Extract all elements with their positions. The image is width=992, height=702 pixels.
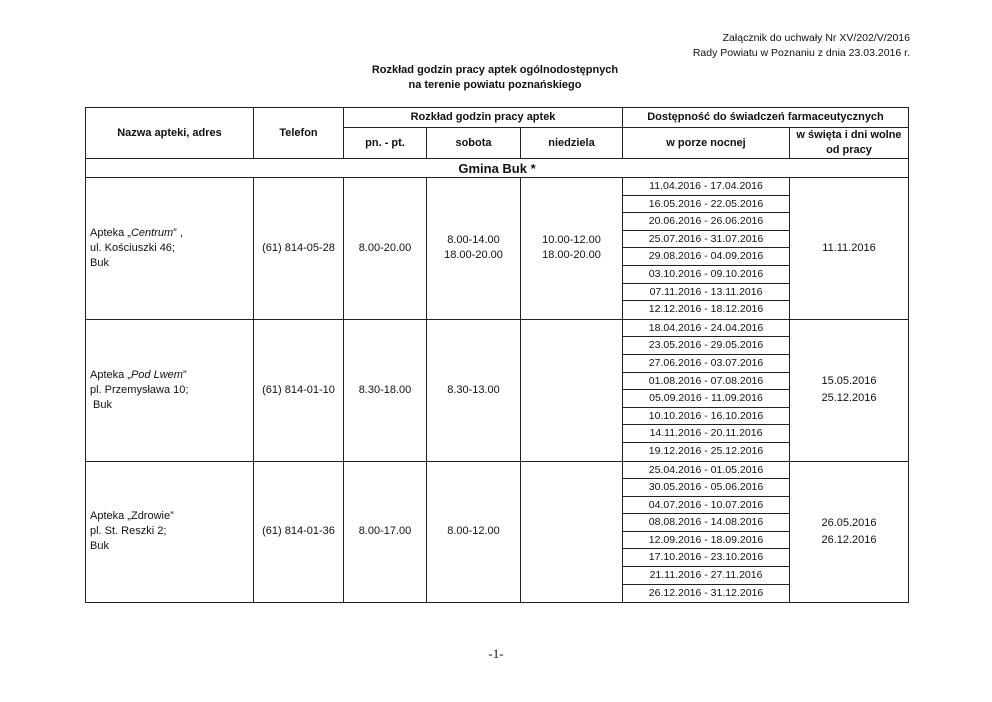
- gmina-heading: Gmina Buk *: [86, 159, 909, 178]
- night-duty-date: 20.06.2016 - 26.06.2016: [623, 213, 789, 231]
- night-duty-date: 30.05.2016 - 05.06.2016: [623, 479, 789, 497]
- schedule-table: [85, 107, 909, 603]
- night-duty-date: 14.11.2016 - 20.11.2016: [623, 425, 789, 443]
- table-row: [86, 178, 909, 320]
- night-duty-date: 01.08.2016 - 07.08.2016: [623, 373, 789, 391]
- pharmacy-name-suffix: ”: [170, 510, 174, 523]
- night-duty-date: 23.05.2016 - 29.05.2016: [623, 337, 789, 355]
- night-duty-cell: [623, 461, 790, 603]
- header-saturday: sobota: [427, 128, 521, 159]
- annex-note: [693, 31, 910, 60]
- night-duty-date: 12.09.2016 - 18.09.2016: [623, 532, 789, 550]
- phone-number: (61) 814-01-36: [262, 525, 335, 538]
- sunday-hours: 18.00-20.00: [542, 249, 601, 262]
- night-duty-date: 05.09.2016 - 11.09.2016: [623, 390, 789, 408]
- holiday-duty-date: 15.05.2016: [821, 375, 877, 388]
- weekday-hours-cell: [344, 461, 427, 603]
- header-phone: Telefon: [254, 108, 344, 159]
- pharmacy-name-cell: [86, 461, 254, 603]
- holiday-duty-cell: [790, 319, 909, 461]
- table-row: [86, 319, 909, 461]
- table-row: [86, 461, 909, 603]
- phone-cell: [254, 178, 344, 320]
- phone-cell: [254, 319, 344, 461]
- pharmacy-name-prefix: Apteka „: [90, 368, 131, 381]
- pharmacy-name-suffix: ” ,: [173, 226, 183, 239]
- night-duty-date: 12.12.2016 - 18.12.2016: [648, 303, 764, 316]
- night-duty-date: 25.07.2016 - 31.07.2016: [623, 231, 789, 249]
- holiday-duty-date: 26.12.2016: [821, 533, 877, 546]
- night-duty-date: 29.08.2016 - 04.09.2016: [623, 248, 789, 266]
- pharmacy-name-prefix: Apteka „: [90, 226, 131, 239]
- night-duty-date: 25.04.2016 - 01.05.2016: [623, 462, 789, 480]
- night-duty-date: 03.10.2016 - 09.10.2016: [623, 266, 789, 284]
- pharmacy-city: Buk: [90, 540, 109, 553]
- pharmacy-name-cell: [86, 178, 254, 320]
- weekday-hours: 8.00-17.00: [358, 525, 412, 538]
- holiday-duty-cell: [790, 461, 909, 603]
- pharmacy-name: [90, 368, 253, 383]
- title-line-1: Rozkład godzin pracy aptek ogólnodostępnych: [371, 64, 619, 76]
- holiday-duty-date: 26.05.2016: [821, 516, 877, 529]
- saturday-hours: 8.00-12.00: [447, 525, 500, 538]
- holiday-duty-date: 11.11.2016: [822, 241, 876, 254]
- pharmacy-city: Buk: [90, 398, 113, 411]
- sunday-hours-cell: [521, 178, 623, 320]
- night-duty-date: 26.12.2016 - 31.12.2016: [648, 586, 764, 599]
- header-hours-group: Rozkład godzin pracy aptek: [344, 108, 623, 128]
- header-holidays: w święta i dni wolne od pracy: [790, 128, 909, 159]
- saturday-hours: 8.30-13.00: [447, 383, 500, 396]
- weekday-hours-cell: [344, 319, 427, 461]
- night-duty-date: 27.06.2016 - 03.07.2016: [623, 355, 789, 373]
- header-sunday: niedziela: [521, 128, 623, 159]
- saturday-hours-cell: [427, 461, 521, 603]
- phone-number: (61) 814-01-10: [262, 383, 335, 396]
- pharmacy-street: pl. St. Reszki 2;: [90, 525, 167, 538]
- title-line-2: na terenie powiatu poznańskiego: [408, 79, 582, 91]
- document-title: [330, 63, 660, 93]
- weekday-hours: 8.00-20.00: [358, 241, 412, 254]
- page-number: -1-: [488, 646, 504, 661]
- pharmacy-street: ul. Kościuszki 46;: [90, 241, 175, 254]
- sunday-hours: 10.00-12.00: [542, 234, 601, 247]
- night-duty-date: 17.10.2016 - 23.10.2016: [623, 549, 789, 567]
- night-duty-date: 21.11.2016 - 27.11.2016: [623, 567, 789, 585]
- pharmacy-name-brand: Zdrowie: [130, 510, 171, 523]
- holiday-duty-cell: [790, 178, 909, 320]
- phone-number: (61) 814-05-28: [262, 241, 335, 254]
- night-duty-date: 07.11.2016 - 13.11.2016: [623, 284, 789, 302]
- header-night: w porze nocnej: [623, 128, 790, 159]
- pharmacy-name: [90, 226, 253, 241]
- sunday-hours-cell: [521, 319, 623, 461]
- weekday-hours: 8.30-18.00: [358, 383, 412, 396]
- saturday-hours-cell: [427, 178, 521, 320]
- night-duty-date: 18.04.2016 - 24.04.2016: [623, 320, 789, 338]
- night-duty-cell: [623, 319, 790, 461]
- pharmacy-name-suffix: ”: [182, 368, 187, 381]
- annex-line-2: Rady Powiatu w Poznaniu z dnia 23.03.2016 r.: [692, 46, 910, 59]
- pharmacy-name-cell: [86, 319, 254, 461]
- weekday-hours-cell: [344, 178, 427, 320]
- holiday-duty-date: 25.12.2016: [821, 392, 877, 405]
- sunday-hours-cell: [521, 461, 623, 603]
- saturday-hours-cell: [427, 319, 521, 461]
- night-duty-date: 10.10.2016 - 16.10.2016: [623, 408, 789, 426]
- night-duty-date: 19.12.2016 - 25.12.2016: [648, 444, 764, 457]
- pharmacy-name-brand: Pod Lwem: [130, 368, 183, 381]
- pharmacy-name-prefix: Apteka „: [90, 510, 131, 523]
- night-duty-date: 11.04.2016 - 17.04.2016: [623, 178, 789, 196]
- pharmacy-name-brand: Centrum: [130, 226, 174, 239]
- saturday-hours: 8.00-14.00: [447, 234, 500, 247]
- pharmacy-name: [90, 509, 253, 524]
- phone-cell: [254, 461, 344, 603]
- night-duty-date: 16.05.2016 - 22.05.2016: [623, 196, 789, 214]
- night-duty-cell: [623, 178, 790, 320]
- night-duty-date: 08.08.2016 - 14.08.2016: [623, 514, 789, 532]
- header-weekday: pn. - pt.: [344, 128, 427, 159]
- pharmacy-street: pl. Przemysława 10;: [90, 383, 189, 396]
- saturday-hours: 18.00-20.00: [444, 249, 503, 262]
- header-name: Nazwa apteki, adres: [86, 108, 254, 159]
- header-availability-group: Dostępność do świadczeń farmaceutycznych: [623, 108, 909, 128]
- annex-line-1: Załącznik do uchwały Nr XV/202/V/2016: [722, 32, 910, 44]
- night-duty-date: 04.07.2016 - 10.07.2016: [623, 497, 789, 515]
- pharmacy-city: Buk: [90, 256, 109, 269]
